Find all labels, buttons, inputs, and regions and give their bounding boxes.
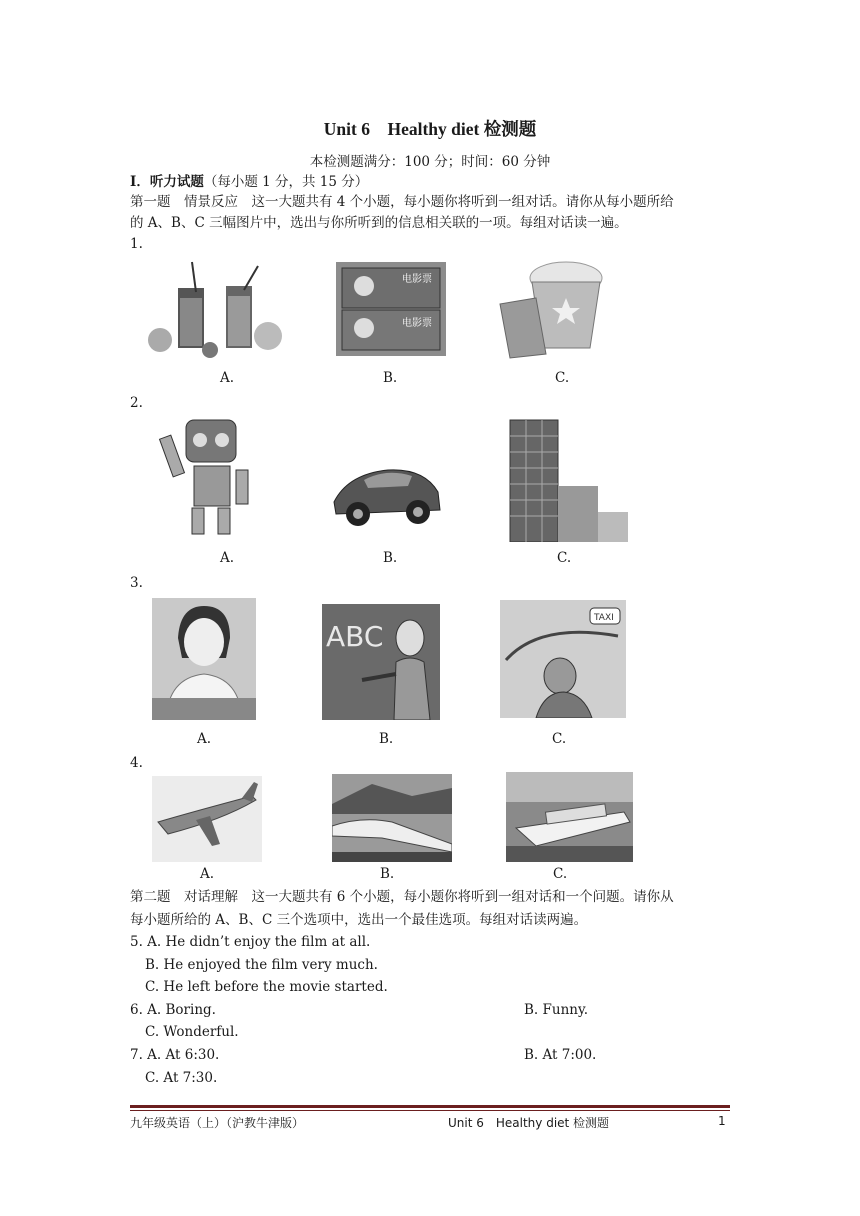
question-7-option-a: 7. A. At 6:30. [130,1047,220,1063]
popcorn-image [496,258,608,360]
option-c-label: C. [552,731,567,747]
question-5-option-a: 5. A. He didn’t enjoy the film at all. [130,934,371,950]
question-number: 2. [130,395,143,411]
option-a-label: A. [200,866,215,882]
option-a-label: A. [220,550,235,566]
option-c-label: C. [553,866,568,882]
question-number: 3. [130,575,143,591]
option-c-label: C. [555,370,570,386]
section-title: Ⅰ．听力试题 [130,174,204,190]
airplane-image [152,776,262,862]
footer-unit-title: Unit 6 Healthy diet 检测题 [448,1116,610,1130]
option-b-label: B. [383,550,398,566]
question-7-option-c: C. At 7:30. [145,1070,218,1086]
question-number: 4. [130,755,143,771]
question-5-option-c: C. He left before the movie started. [145,979,388,995]
option-b-label: B. [379,731,394,747]
footer-divider [130,1105,730,1108]
footer-divider-thin [130,1110,730,1111]
question-5-option-b: B. He enjoyed the film very much. [145,957,378,973]
taxi-driver-image [500,600,626,718]
tall-building-image [502,416,628,542]
part1-instructions-line1: 第一题 情景反应 这一大题共有 4 个小题，每小题你将听到一组对话。请你从每小题所给 [130,194,674,210]
section-score-note: （每小题 1 分，共 15 分） [203,174,369,190]
option-b-label: B. [383,370,398,386]
question-7-option-b: B. At 7:00. [524,1047,597,1063]
question-number: 1. [130,236,143,252]
movie-tickets-image [336,262,446,356]
part2-instructions-line2: 每小题所给的 A、B、C 三个选项中，选出一个最佳选项。每组对话读两遍。 [130,912,588,928]
juice-drinks-image [140,258,290,360]
ticket-text: 电影票 [402,274,432,285]
page-title: Unit 6 Healthy diet 检测题 [323,119,537,139]
exam-info: 本检测题满分：100 分；时间：60 分钟 [309,154,551,170]
teacher-image [322,604,440,720]
page-number: 1 [718,1114,726,1128]
question-6-option-a: 6. A. Boring. [130,1002,216,1018]
option-c-label: C. [557,550,572,566]
option-b-label: B. [380,866,395,882]
robot-image [156,416,266,540]
option-a-label: A. [197,731,212,747]
ticket-text: 电影票 [402,318,432,329]
question-6-option-b: B. Funny. [524,1002,589,1018]
part1-instructions-line2: 的 A、B、C 三幅图片中，选出与你所听到的信息相关联的一项。每组对话读一遍。 [130,215,628,231]
board-text: ABC [326,620,384,653]
section-heading [130,172,368,192]
option-a-label: A. [220,370,235,386]
footer-book-title: 九年级英语（上）（沪教牛津版） [130,1116,305,1130]
high-speed-train-image [332,774,452,862]
sports-car-image [328,452,444,534]
receptionist-image [152,598,256,720]
question-6-option-c: C. Wonderful. [145,1024,239,1040]
part2-instructions-line1: 第二题 对话理解 这一大题共有 6 个小题，每小题你将听到一组对话和一个问题。请你从 [130,889,674,905]
taxi-sign-text: TAXI [594,613,614,623]
cruise-ship-image [506,772,633,862]
